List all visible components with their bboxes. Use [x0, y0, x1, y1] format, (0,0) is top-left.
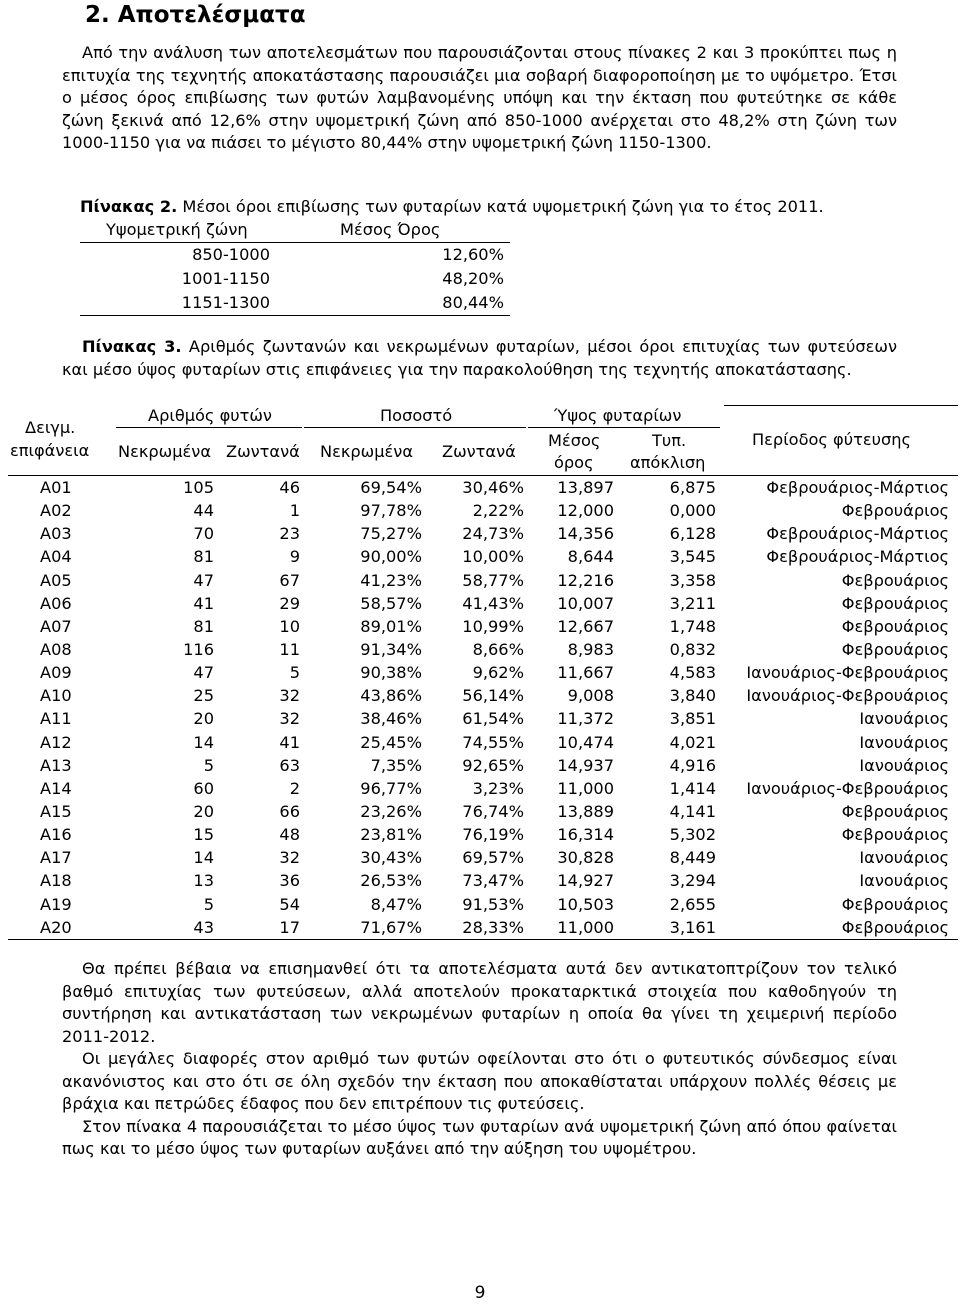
cell-planting-period: Φεβρουάριος — [841, 639, 949, 659]
header-sample-line2: επιφάνεια — [10, 441, 90, 460]
cell-alive-count: 9 — [289, 547, 300, 567]
table2-caption-label: Πίνακας 2. — [80, 197, 178, 216]
cell-dead-count: 13 — [193, 871, 214, 891]
cell-alive-percent: 30,46% — [462, 478, 524, 497]
header-alive-pct: Ζωντανά — [442, 442, 516, 461]
table-row — [8, 916, 958, 940]
table3-header — [8, 405, 958, 476]
cell-sample-id: A05 — [40, 570, 72, 590]
cell-mean-height: 14,356 — [557, 524, 614, 544]
closing-paragraphs — [62, 958, 897, 1161]
table2-header-zone: Υψομετρική ζώνη — [106, 220, 248, 239]
cell-height-sd: 3,545 — [669, 547, 716, 567]
cell-dead-percent: 90,00% — [360, 547, 422, 567]
cell-planting-period: Φεβρουάριος — [841, 825, 949, 845]
table-row — [8, 684, 958, 707]
cell-alive-percent: 8,66% — [472, 639, 524, 659]
cell-dead-count: 41 — [193, 593, 214, 613]
cell-mean-height: 11,667 — [557, 663, 614, 683]
cell-planting-period: Φεβρουάριος — [841, 894, 949, 914]
cell-sample-id: A06 — [40, 593, 72, 613]
header-dead: Νεκρωμένα — [118, 442, 211, 461]
table-row — [8, 499, 958, 522]
cell-alive-count: 66 — [279, 801, 300, 821]
cell-alive-count: 23 — [279, 524, 300, 544]
cell-planting-period: Φεβρουάριος — [841, 616, 949, 636]
cell-height-sd: 3,294 — [669, 871, 716, 891]
cell-alive-percent: 10,00% — [462, 547, 524, 567]
cell-alive-count: 41 — [279, 732, 300, 752]
table3-body — [8, 476, 958, 940]
header-group-percent: Ποσοστό — [380, 406, 453, 425]
cell-mean-height: 11,372 — [557, 709, 614, 729]
cell-alive-percent: 9,62% — [472, 663, 524, 683]
cell-dead-count: 20 — [193, 709, 214, 729]
cell-dead-count: 105 — [183, 478, 214, 497]
cell-alive-percent: 76,19% — [462, 825, 524, 845]
cell-alive-percent: 61,54% — [462, 709, 524, 729]
cell-mean-height: 11,000 — [557, 917, 614, 937]
cell-dead-count: 60 — [193, 778, 214, 798]
table-row — [8, 615, 958, 638]
cell-dead-percent: 26,53% — [360, 871, 422, 891]
table2-zone: 1151-1300 — [181, 293, 270, 312]
cell-dead-percent: 41,23% — [360, 570, 422, 590]
table3-caption — [62, 336, 897, 381]
cell-alive-percent: 58,77% — [462, 570, 524, 590]
cell-planting-period: Φεβρουάριος-Μάρτιος — [766, 524, 949, 544]
header-sd-line1: Τυπ. — [652, 431, 687, 450]
table2-zone: 850-1000 — [192, 245, 270, 264]
table-row — [8, 754, 958, 777]
cell-dead-count: 81 — [193, 547, 214, 567]
cell-dead-count: 47 — [193, 663, 214, 683]
cell-dead-count: 15 — [193, 825, 214, 845]
cell-mean-height: 13,897 — [557, 478, 614, 497]
table-row — [8, 661, 958, 684]
cell-dead-count: 116 — [183, 639, 214, 659]
cell-sample-id: A07 — [40, 616, 72, 636]
cell-dead-percent: 30,43% — [360, 848, 422, 868]
cell-dead-percent: 43,86% — [360, 686, 422, 706]
cell-sample-id: A12 — [40, 732, 72, 752]
cell-dead-percent: 23,26% — [360, 801, 422, 821]
cell-sample-id: A10 — [40, 686, 72, 706]
header-alive: Ζωντανά — [226, 442, 300, 461]
cell-sample-id: A14 — [40, 778, 72, 798]
cell-sample-id: A03 — [40, 524, 72, 544]
header-sample-line1: Δειγμ. — [25, 418, 76, 437]
cell-planting-period: Φεβρουάριος — [841, 501, 949, 521]
cell-planting-period: Φεβρουάριος — [841, 917, 949, 937]
cell-dead-percent: 7,35% — [370, 755, 422, 775]
cell-mean-height: 14,927 — [557, 871, 614, 891]
cell-dead-percent: 75,27% — [360, 524, 422, 544]
header-group-count: Αριθμός φυτών — [148, 406, 272, 425]
table3-caption-text: Αριθμός ζωντανών και νεκρωμένων φυταρίων, μέσοι όροι επιτυχίας των φυτεύσεων και μέσο ύψος φυταρίων στις επιφάνειες για την παρακολούθηση της τεχνητής αποκατάστασης. — [62, 337, 897, 379]
cell-height-sd: 6,128 — [669, 524, 716, 544]
cell-dead-percent: 91,34% — [360, 639, 422, 659]
cell-mean-height: 12,000 — [557, 501, 614, 521]
cell-alive-percent: 3,23% — [472, 778, 524, 798]
cell-height-sd: 4,141 — [669, 801, 716, 821]
table3-caption-label: Πίνακας 3. — [82, 337, 182, 356]
cell-dead-percent: 89,01% — [360, 616, 422, 636]
cell-alive-count: 46 — [279, 478, 300, 497]
table-row — [8, 823, 958, 846]
cell-dead-count: 47 — [193, 570, 214, 590]
cell-height-sd: 1,414 — [669, 778, 716, 798]
cell-sample-id: A09 — [40, 663, 72, 683]
intro-text: Από την ανάλυση των αποτελεσμάτων που παρουσιάζονται στους πίνακες 2 και 3 προκύπτει πως η επιτυχία της τεχνητής αποκατάστασης παρουσιάζει μια σοβαρή διαφοροποίηση με το υψόμετρο. Έτσι ο μέσος όρος επιβίωσης των φυτών λαμβανομένης υπόψη και την έκταση που φυτεύτηκε σε κάθε ζώνη ξεκινά από 12,6% στην υψομετρική ζώνη από 850-1000 ανέρχεται στο 48,2% στη ζώνη των 1000-1150 για να πιάσει το μέγιστο 80,44% στην υψομετρική ζώνη 1150-1300. — [62, 43, 897, 152]
cell-planting-period: Ιανουάριος-Φεβρουάριος — [746, 778, 949, 798]
cell-alive-percent: 56,14% — [462, 686, 524, 706]
cell-alive-percent: 2,22% — [472, 501, 524, 521]
table-row — [8, 638, 958, 661]
cell-alive-count: 67 — [279, 570, 300, 590]
header-dead-pct: Νεκρωμένα — [320, 442, 413, 461]
cell-planting-period: Φεβρουάριος — [841, 570, 949, 590]
cell-mean-height: 8,644 — [567, 547, 614, 567]
header-period: Περίοδος φύτευσης — [752, 430, 911, 449]
cell-sample-id: A13 — [40, 755, 72, 775]
cell-alive-count: 63 — [279, 755, 300, 775]
table2-header — [80, 218, 510, 243]
cell-alive-count: 32 — [279, 848, 300, 868]
cell-sample-id: A11 — [40, 709, 72, 729]
cell-alive-count: 48 — [279, 825, 300, 845]
cell-sample-id: A04 — [40, 547, 72, 567]
table2 — [80, 218, 510, 316]
cell-sample-id: A19 — [40, 894, 72, 914]
cell-dead-percent: 8,47% — [370, 894, 422, 914]
table-row — [8, 569, 958, 592]
cell-height-sd: 3,840 — [669, 686, 716, 706]
cell-dead-percent: 38,46% — [360, 709, 422, 729]
cell-dead-percent: 58,57% — [360, 593, 422, 613]
cell-planting-period: Φεβρουάριος — [841, 593, 949, 613]
cell-mean-height: 10,474 — [557, 732, 614, 752]
cell-sample-id: A18 — [40, 871, 72, 891]
table-row — [8, 731, 958, 754]
cell-mean-height: 16,314 — [557, 825, 614, 845]
cell-dead-count: 43 — [193, 917, 214, 937]
cell-dead-percent: 90,38% — [360, 663, 422, 683]
cell-alive-percent: 28,33% — [462, 917, 524, 937]
cell-dead-count: 14 — [193, 732, 214, 752]
section-heading: 2. Αποτελέσματα — [85, 2, 306, 28]
cell-height-sd: 2,655 — [669, 894, 716, 914]
cell-height-sd: 0,832 — [669, 639, 716, 659]
cell-alive-count: 32 — [279, 709, 300, 729]
header-top-rule — [724, 405, 958, 406]
cell-alive-percent: 92,65% — [462, 755, 524, 775]
cell-height-sd: 3,358 — [669, 570, 716, 590]
cell-alive-percent: 76,74% — [462, 801, 524, 821]
table-row — [8, 869, 958, 892]
cell-dead-percent: 25,45% — [360, 732, 422, 752]
cell-dead-count: 5 — [203, 894, 214, 914]
cell-alive-count: 2 — [289, 778, 300, 798]
table-row — [8, 545, 958, 568]
cell-mean-height: 10,007 — [557, 593, 614, 613]
cell-alive-count: 1 — [289, 501, 300, 521]
cell-height-sd: 1,748 — [669, 616, 716, 636]
table-row — [8, 846, 958, 869]
header-sd-line2: απόκλιση — [630, 453, 706, 472]
cell-sample-id: A16 — [40, 825, 72, 845]
cell-mean-height: 11,000 — [557, 778, 614, 798]
cell-height-sd: 8,449 — [669, 848, 716, 868]
cell-height-sd: 5,302 — [669, 825, 716, 845]
cell-height-sd: 4,021 — [669, 732, 716, 752]
cell-alive-percent: 91,53% — [462, 894, 524, 914]
cell-alive-percent: 73,47% — [462, 871, 524, 891]
cell-planting-period: Ιανουάριος — [859, 871, 949, 891]
cell-dead-count: 44 — [193, 501, 214, 521]
header-group-height: Ύψος φυταρίων — [554, 406, 682, 425]
cell-alive-count: 36 — [279, 871, 300, 891]
table2-mean: 12,60% — [442, 245, 504, 264]
table2-mean: 48,20% — [442, 269, 504, 288]
cell-mean-height: 9,008 — [567, 686, 614, 706]
cell-dead-count: 70 — [193, 524, 214, 544]
cell-mean-height: 10,503 — [557, 894, 614, 914]
cell-planting-period: Φεβρουάριος — [841, 801, 949, 821]
cell-mean-height: 12,216 — [557, 570, 614, 590]
cell-mean-height: 8,983 — [567, 639, 614, 659]
cell-dead-percent: 97,78% — [360, 501, 422, 521]
table-row — [8, 893, 958, 916]
cell-alive-count: 29 — [279, 593, 300, 613]
cell-planting-period: Φεβρουάριος-Μάρτιος — [766, 547, 949, 567]
cell-dead-count: 14 — [193, 848, 214, 868]
cell-height-sd: 4,916 — [669, 755, 716, 775]
cell-mean-height: 13,889 — [557, 801, 614, 821]
cell-planting-period: Ιανουάριος-Φεβρουάριος — [746, 686, 949, 706]
cell-alive-percent: 74,55% — [462, 732, 524, 752]
cell-sample-id: A02 — [40, 501, 72, 521]
cell-height-sd: 4,583 — [669, 663, 716, 683]
cell-dead-percent: 96,77% — [360, 778, 422, 798]
table-row — [8, 777, 958, 800]
cell-height-sd: 0,000 — [669, 501, 716, 521]
intro-paragraph — [62, 42, 897, 155]
cell-planting-period: Φεβρουάριος-Μάρτιος — [766, 478, 949, 497]
cell-alive-count: 11 — [279, 639, 300, 659]
cell-sample-id: A17 — [40, 848, 72, 868]
table2-mean: 80,44% — [442, 293, 504, 312]
closing-paragraph-3: Στον πίνακα 4 παρουσιάζεται το μέσο ύψος των φυταρίων ανά υψομετρική ζώνη από όπου φαίνεται πως και το μέσο ύψος των φυταρίων αυξάνει από την αύξηση του υψομέτρου. — [62, 1116, 897, 1158]
cell-mean-height: 14,937 — [557, 755, 614, 775]
table3 — [8, 405, 958, 940]
table-row — [80, 243, 510, 267]
cell-dead-count: 81 — [193, 616, 214, 636]
cell-height-sd: 3,851 — [669, 709, 716, 729]
table-row — [8, 522, 958, 545]
cell-height-sd: 6,875 — [669, 478, 716, 497]
cell-mean-height: 12,667 — [557, 616, 614, 636]
cell-mean-height: 30,828 — [557, 848, 614, 868]
cell-alive-percent: 69,57% — [462, 848, 524, 868]
cell-planting-period: Ιανουάριος — [859, 732, 949, 752]
cell-sample-id: A08 — [40, 639, 72, 659]
header-mean-line1: Μέσος — [548, 431, 601, 450]
cell-sample-id: A20 — [40, 917, 72, 937]
cell-dead-percent: 71,67% — [360, 917, 422, 937]
table-row — [8, 592, 958, 615]
cell-alive-count: 54 — [279, 894, 300, 914]
closing-paragraph-1: Θα πρέπει βέβαια να επισημανθεί ότι τα αποτελέσματα αυτά δεν αντικατοπτρίζουν τον τελικό βαθμό επιτυχίας των φυτεύσεων, αλλά αποτελούν προκαταρκτικά στοιχεία που καθοδηγούν τη συντήρηση και αντικατάσταση των νεκρωμένων φυταρίων η οποία θα γίνει τη χειμερινή περίοδο 2011-2012. — [62, 959, 897, 1046]
header-percent-underline — [304, 427, 526, 428]
cell-planting-period: Ιανουάριος-Φεβρουάριος — [746, 663, 949, 683]
table-row — [8, 707, 958, 730]
cell-height-sd: 3,161 — [669, 917, 716, 937]
table-row — [80, 267, 510, 291]
table-row — [80, 291, 510, 316]
cell-planting-period: Ιανουάριος — [859, 755, 949, 775]
cell-alive-count: 10 — [279, 616, 300, 636]
header-mean-line2: όρος — [554, 453, 594, 472]
cell-dead-count: 25 — [193, 686, 214, 706]
cell-dead-count: 20 — [193, 801, 214, 821]
table2-caption-text: Μέσοι όροι επιβίωσης των φυταρίων κατά υψομετρική ζώνη για το έτος 2011. — [177, 197, 824, 216]
cell-alive-count: 5 — [289, 663, 300, 683]
header-count-underline — [116, 427, 302, 428]
cell-height-sd: 3,211 — [669, 593, 716, 613]
cell-alive-percent: 41,43% — [462, 593, 524, 613]
page-number: 9 — [474, 1283, 486, 1303]
cell-dead-percent: 23,81% — [360, 825, 422, 845]
cell-sample-id: A15 — [40, 801, 72, 821]
table-row — [8, 476, 958, 499]
closing-paragraph-2: Οι μεγάλες διαφορές στον αριθμό των φυτών οφείλονται στο ότι ο φυτευτικός σύνδεσμος είναι ακανόνιστος και στο ότι σε όλη σχεδόν την έκταση που αποκαθίσταται υπάρχουν πολλές θέσεις με βράχια και πετρώδες έδαφος που δεν επιτρέπουν τις φυτεύσεις. — [62, 1049, 897, 1113]
cell-dead-count: 5 — [203, 755, 214, 775]
cell-alive-count: 17 — [279, 917, 300, 937]
table2-header-mean: Μέσος Όρος — [340, 220, 441, 239]
cell-planting-period: Ιανουάριος — [859, 709, 949, 729]
cell-dead-percent: 69,54% — [360, 478, 422, 497]
table-row — [8, 800, 958, 823]
cell-alive-percent: 24,73% — [462, 524, 524, 544]
header-height-underline — [528, 427, 720, 428]
table2-caption — [80, 196, 900, 219]
cell-sample-id: A01 — [40, 478, 72, 497]
cell-alive-percent: 10,99% — [462, 616, 524, 636]
table2-zone: 1001-1150 — [181, 269, 270, 288]
cell-planting-period: Ιανουάριος — [859, 848, 949, 868]
cell-alive-count: 32 — [279, 686, 300, 706]
